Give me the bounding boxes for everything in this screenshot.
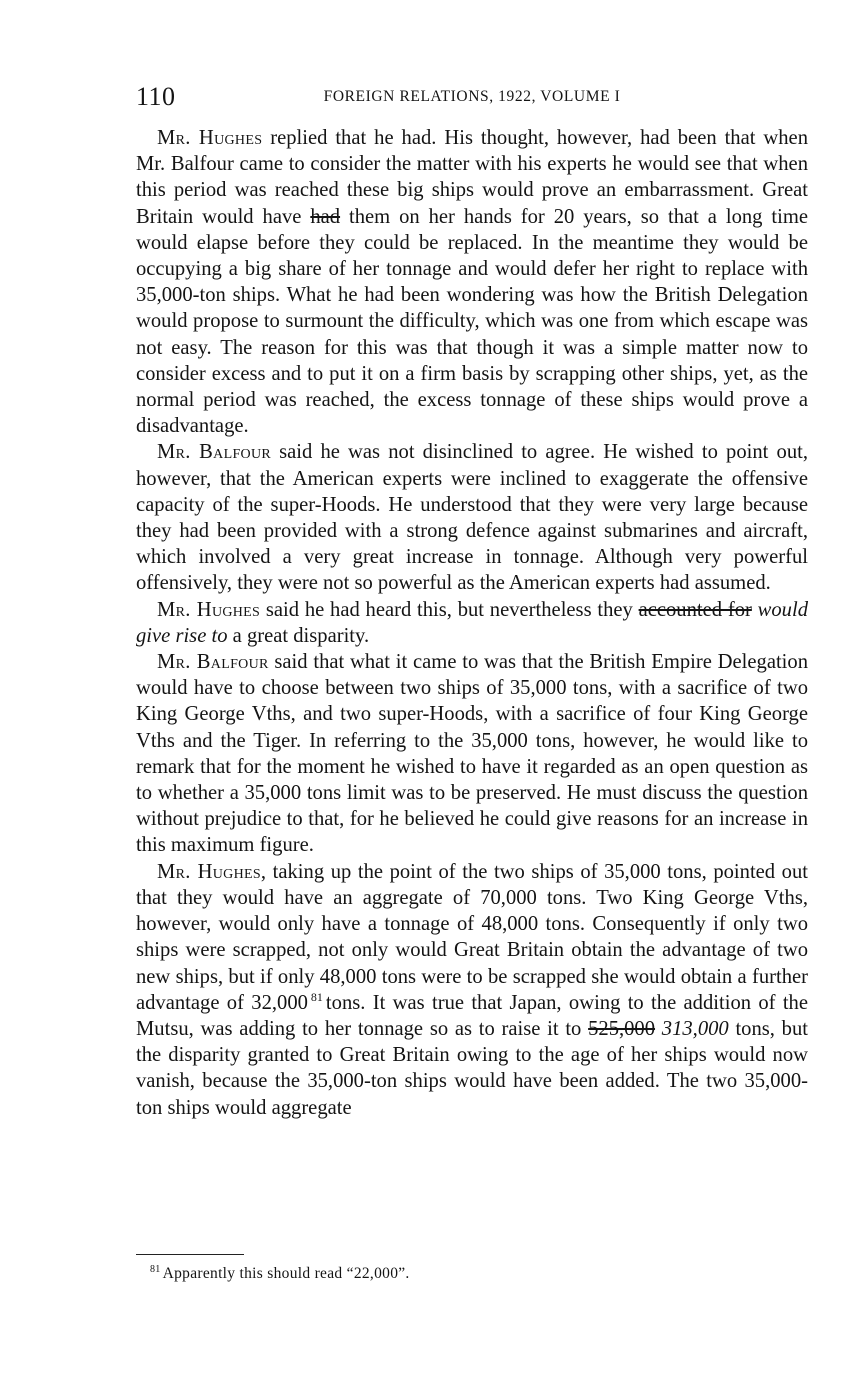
inserted-text: 313,000 [661,1017,729,1040]
page-header [136,82,808,112]
paragraph-text: a great disparity. [227,624,370,647]
running-title: FOREIGN RELATIONS, 1922, VOLUME I [323,88,621,105]
page-number: 110 [136,82,176,111]
paragraph-text: , taking up the point of the two ships of 35,000 tons, pointed out that they would have an aggregate of 70,000 tons. Two King George Vths, however, would only have a tonnage of 48,000 tons. Consequently if only two ships were scrapped, not only would Great Britain obtain the advantage of two new ships, but if only 48,000 tons were to be scrapped she would obtain a further advantage of 32,000 [136,860,808,1014]
speaker-name: Mr. Balfour [157,441,271,464]
inserted-text: would give rise to [136,598,808,647]
paragraph-hughes-1 [136,125,808,439]
speaker-name: Mr. Hughes [157,127,263,149]
paragraph-text: said he had heard this, but nevertheless they [260,598,639,621]
paragraph-text: replied that he had. His thought, however, had been that when Mr. Balfour came to consider the matter with his experts he would see that when this period was reached these big ships would prove an embarrassment. Great Britain would have [136,127,808,228]
struck-text: had [310,205,341,228]
footnote [150,1265,410,1283]
footnote-number: 81 [150,1263,161,1275]
footnote-divider [136,1254,244,1255]
paragraph-text: them on her hands for 20 years, so that a long time would elapse before they could be replaced. In the meantime they would be occupying a big share of her tonnage and would defer her right to replace with 35,000-ton ships. What he had been wondering was how the British Delegation would propose to surmount the difficulty, which was one from which escape was not easy. The reason for this was that though it was a simple matter now to consider excess and to put it on a firm basis by scrapping other ships, yet, as the normal period was reached, the excess tonnage of these ships would prove a disadvantage. [136,205,808,438]
paragraph-balfour-1 [136,439,808,596]
paragraph-balfour-2 [136,649,808,859]
paragraph-text: said he was not disinclined to agree. He wished to point out, however, that the American experts were inclined to exaggerate the offensive capacity of the super-Hoods. He understood that they were very large because they had been provided with a strong defence against submarines and aircraft, which involved a very great increase in tonnage. Although very powerful offensively, they were not so powerful as the American experts had assumed. [136,441,808,595]
speaker-name: Mr. Hughes [157,598,261,621]
paragraph-hughes-2 [136,597,808,649]
paragraph-text: tons. It was true that Japan, owing to the addition of the Mutsu, was adding to her tonnage so as to raise it to [136,991,808,1040]
body-text [136,125,808,1121]
speaker-name: Mr. Balfour [157,651,269,674]
paragraph-hughes-3 [136,859,808,1121]
footnote-reference[interactable]: 81 [310,989,323,1004]
paragraph-text: said that what it came to was that the British Empire Delegation would have to choose between two ships of 35,000 tons, with a sacrifice of two King George Vths, and two super-Hoods, with a sacrifice of four King George Vths and the Tiger. In referring to the 35,000 tons, however, he would like to remark that for the moment he wished to have it regarded as an open question as to whether a 35,000 tons limit was to be preserved. He must discuss the question without prejudice to that, for he believed he could give reasons for an increase in this maximum figure. [136,651,808,857]
paragraph-text: tons, but the disparity granted to Great Britain owing to the age of her ships would now vanish, because the 35,000-ton ships would have been added. The two 35,000-ton ships would aggregate [136,1017,808,1119]
struck-text: 525,000 [588,1017,656,1040]
struck-text: accounted for [638,598,752,621]
speaker-name: Mr. Hughes [157,860,261,883]
footnote-text: Apparently this should read “22,000”. [162,1265,410,1282]
